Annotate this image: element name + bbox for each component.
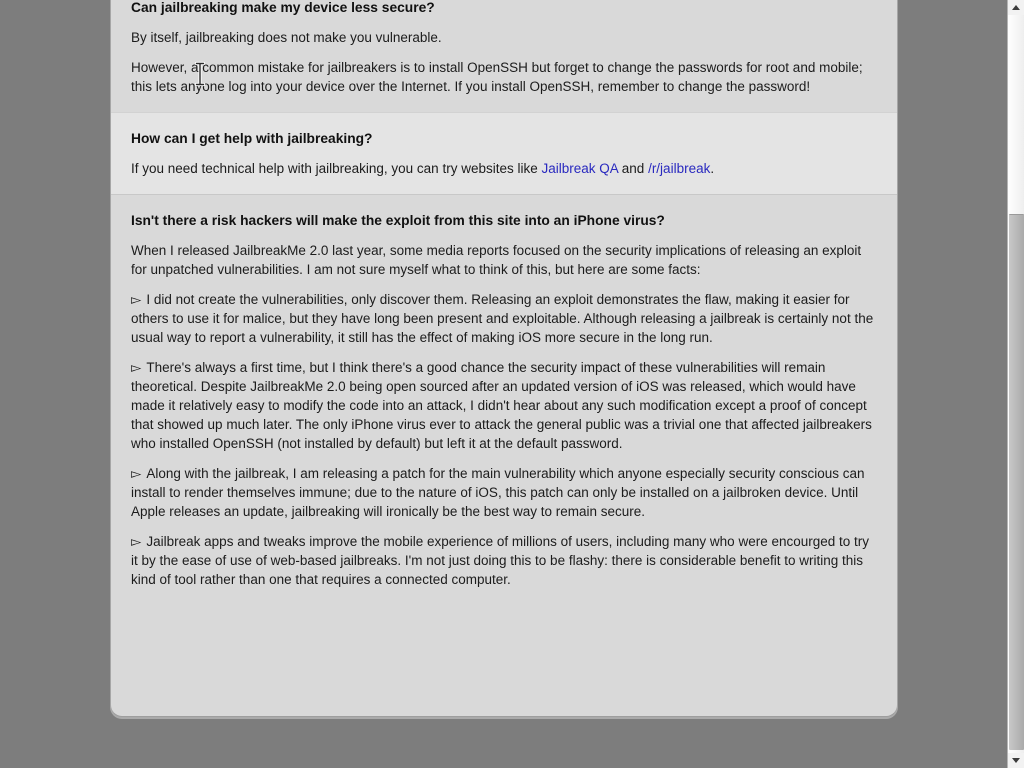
faq-bullet-item [131, 358, 877, 453]
faq-section-help [111, 112, 897, 194]
bullet-text: There's always a first time, but I think there's a good chance the security impact of these vulnerabilities will remain theoretical. Despite JailbreakMe 2.0 being open sourced after an updated version of iOS was released, which would have made it relatively easy to modify the code into an attack, I didn't hear about any such modification except a proof of concept that showed up much later. The only iPhone virus ever to attack the general public was a trivial one that affected jailbreakers who installed OpenSSH (not installed by default) but left it at the default password. [131, 360, 872, 451]
faq-question-virus: Isn't there a risk hackers will make the exploit from this site into an iPhone virus? [131, 213, 665, 228]
bullet-arrow-icon: ▻ [131, 534, 142, 549]
faq-bullet-item [131, 290, 877, 347]
faq-bullet-item [131, 464, 877, 521]
faq-answer-paragraph: However, a common mistake for jailbreakers is to install OpenSSH but forget to change the passwords for root and mobile; this lets anyone log into your device over the Internet. If you install OpenSSH, remember to change the password! [131, 60, 863, 94]
faq-content-card [110, 0, 898, 717]
bullet-text: I did not create the vulnerabilities, only discover them. Releasing an exploit demonstrates the flaw, making it easier for others to use it for malice, but they have long been present and exploitable. Although releasing a jailbreak is certainly not the usual way to report a vulnerability, it still has the effect of making iOS more secure in the long run. [131, 292, 874, 345]
bullet-arrow-icon: ▻ [131, 292, 142, 307]
faq-answer-paragraph [131, 159, 877, 178]
faq-question-help: How can I get help with jailbreaking? [131, 131, 373, 146]
jailbreak-qa-link[interactable]: Jailbreak QA [541, 161, 619, 176]
faq-answer-intro: When I released JailbreakMe 2.0 last year, some media reports focused on the security implications of releasing an exploit for unpatched vulnerabilities. I am not sure myself what to think of this, but here are some facts: [131, 243, 862, 277]
help-text-suffix: . [710, 161, 715, 176]
help-text-prefix: If you need technical help with jailbreaking, you can try websites like [131, 161, 542, 176]
scroll-down-arrow-icon [1012, 758, 1020, 763]
bullet-text: Jailbreak apps and tweaks improve the mobile experience of millions of users, including many who were encourged to try it by the ease of use of web-based jailbreaks. I'm not just doing this to be flashy: there is considerable benefit to writing this kind of tool rather than one that requires a connected computer. [131, 534, 870, 587]
scroll-down-button[interactable] [1008, 753, 1024, 768]
bullet-text: Along with the jailbreak, I am releasing a patch for the main vulnerability which anyone especially security conscious can install to render themselves immune; due to the nature of iOS, this patch can only be installed on a jailbroken device. Until Apple releases an update, jailbreaking will ironically be the best way to remain secure. [131, 466, 865, 519]
faq-section-virus [111, 194, 897, 605]
faq-section-security [111, 0, 897, 112]
scrollbar-thumb[interactable] [1009, 214, 1024, 750]
bullet-arrow-icon: ▻ [131, 360, 142, 375]
bullet-arrow-icon: ▻ [131, 466, 142, 481]
scroll-up-arrow-icon [1012, 5, 1020, 10]
r-jailbreak-link[interactable]: /r/jailbreak [648, 161, 711, 176]
faq-bullet-item [131, 532, 877, 589]
scroll-up-button[interactable] [1008, 0, 1024, 15]
vertical-scrollbar[interactable] [1007, 0, 1024, 768]
faq-answer-paragraph: By itself, jailbreaking does not make you vulnerable. [131, 30, 442, 45]
faq-question-security: Can jailbreaking make my device less secure? [131, 0, 435, 15]
help-text-mid: and [618, 161, 649, 176]
